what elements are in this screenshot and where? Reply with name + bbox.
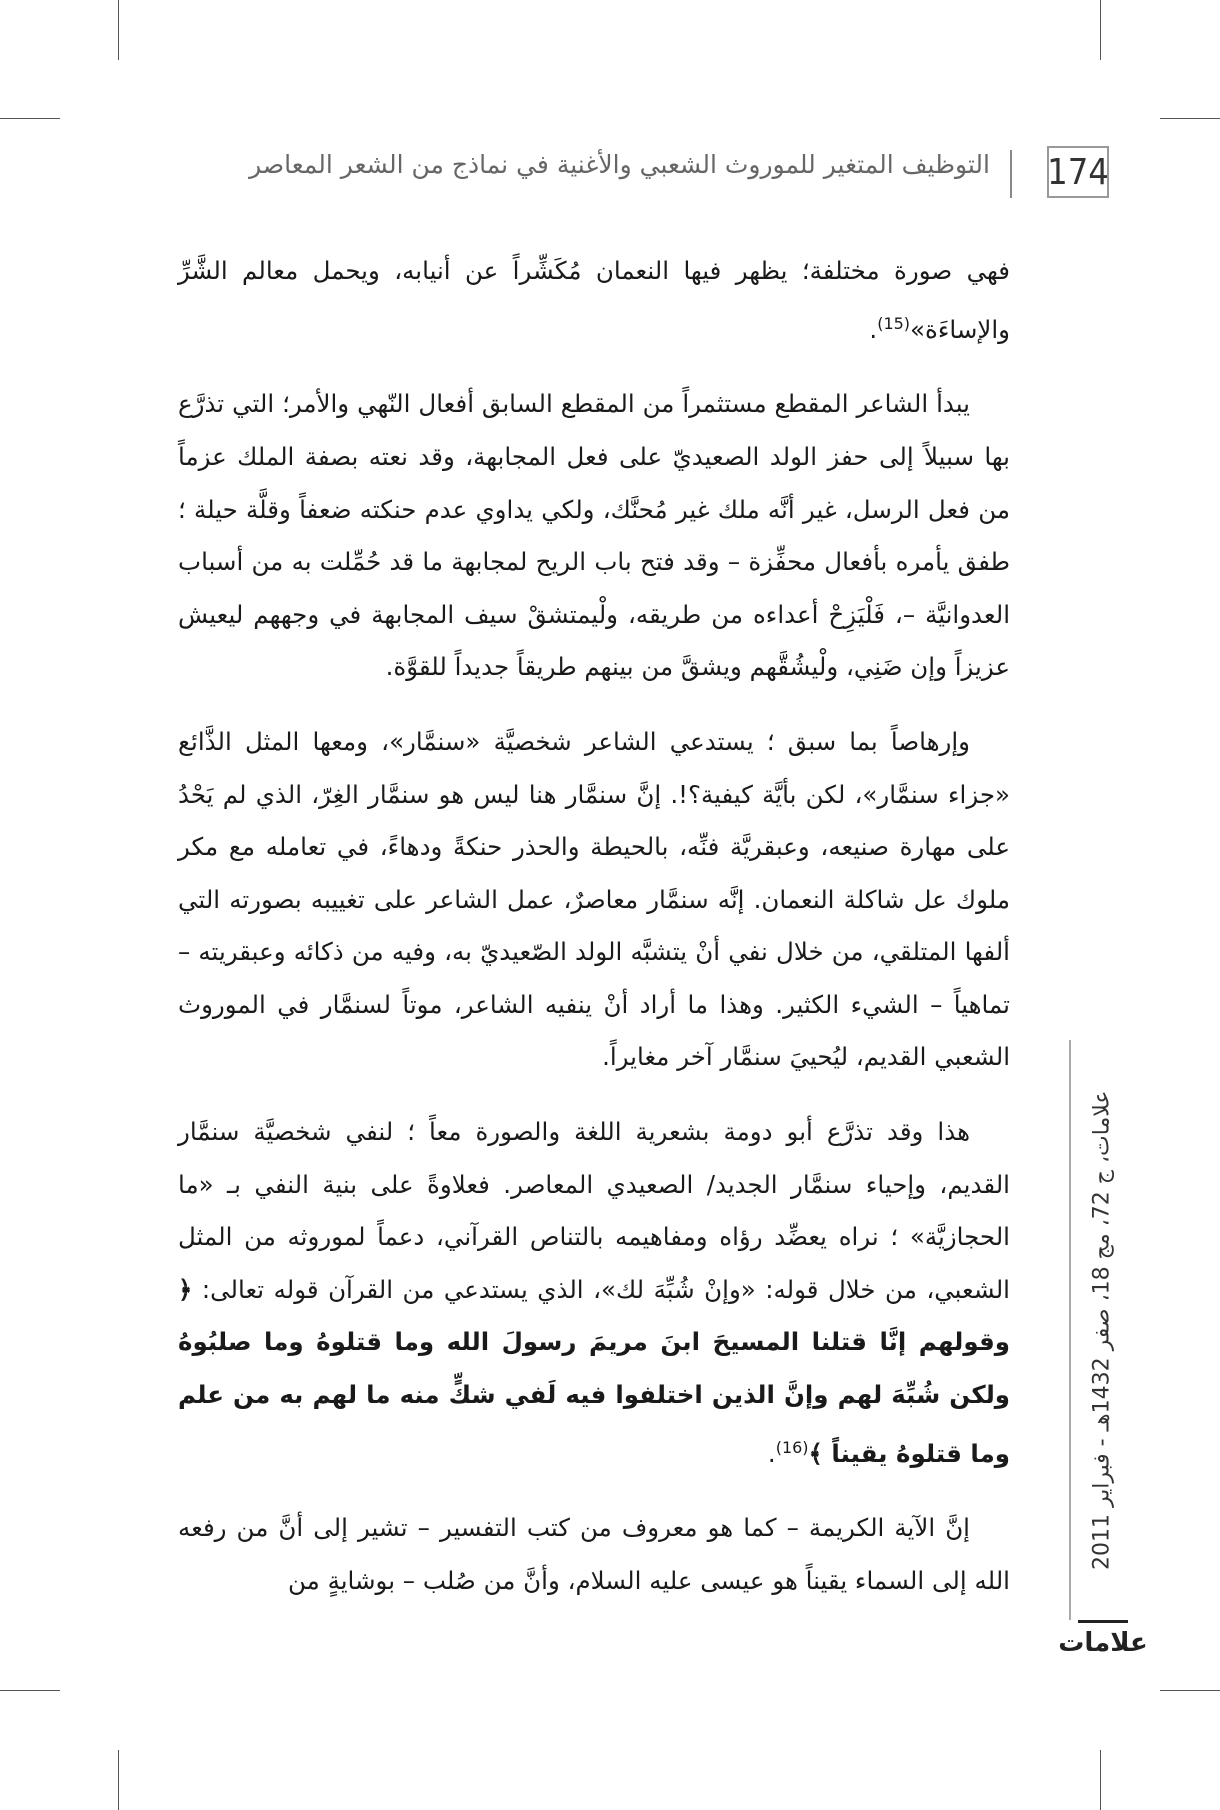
running-header: التوظيف المتغير للموروث الشعبي والأغنية في نماذج من الشعر المعاصر bbox=[249, 150, 990, 179]
paragraph: هذا وقد تذرَّع أبو دومة بشعرية اللغة والصورة معاً ؛ لنفي شخصيَّة سنمَّار القديم، وإحياء سنمَّار الجديد/ الصعيدي المعاصر. فعلاوةً على بنية النفي بـ «ما الحجازيَّة» ؛ نراه يعضِّد رؤاه ومفاهيمه بالتناص القرآني، دعماً لموروثه من المثل الشعبي، من خلال قوله: «وإنْ شُبِّهَ لك»، الذي يستدعي من القرآن قوله تعالى: ﴿ وقولهم إنَّا قتلنا المسيحَ ابنَ مريمَ رسولَ الله وما قتلوهُ وما صلبُوهُ ولكن شُبِّهَ لهم وإنَّ الذين اختلفوا فيه لَفي شكٍّ منه ما لهم به من علم وما قتلوهُ يقيناً ﴾$^{(16)}$. bbox=[178, 1117, 1010, 1468]
footnote-ref[interactable]: (15) bbox=[877, 313, 911, 333]
side-divider bbox=[1069, 1040, 1071, 1620]
footnote-ref[interactable]: (16) bbox=[775, 1437, 809, 1457]
paragraph: يبدأ الشاعر المقطع مستثمراً من المقطع السابق أفعال النّهي والأمر؛ التي تذرَّع بها سبيلاً إلى حفز الولد الصعيديّ على فعل المجابهة، وقد نعته بصفة الملك عزماً من فعل الرسل، غير أنَّه ملك غير مُحنَّك، ولكي يداوي عدم حنكته ضعفاً وقلَّة حيلة ؛ طفق يأمره بأفعال محفِّزة – وقد فتح باب الريح لمجابهة ما قد حُمِّلت به من أسباب العدوانيَّة –، فَلْيَزِحْ أعداءه من طريقه، ولْيمتشقْ سيف المجابهة في وجههم ليعيش عزيزاً وإن ضَنِي، ولْيشُقَّهم ويشقَّ من بينهم طريقاً جديداً للقوَّة. bbox=[178, 389, 1010, 682]
journal-logo: علامات bbox=[1078, 1620, 1128, 1663]
crop-mark bbox=[0, 118, 60, 119]
crop-mark bbox=[118, 1750, 119, 1810]
paragraph: إنَّ الآية الكريمة – كما هو معروف من كتب التفسير – تشير إلى أنَّ من رفعه الله إلى السماء يقيناً هو عيسى عليه السلام، وأنَّ من صُلب – بوشايةٍ من bbox=[178, 1513, 1010, 1595]
journal-citation: علامات، ج 72، مج 18، صفر 1432هـ - فبراير 2011 bbox=[1089, 1090, 1115, 1570]
paragraph: فهي صورة مختلفة؛ يظهر فيها النعمان مُكَشِّراً عن أنيابه، ويحمل معالم الشَّرِّ والإساءَة»$^{(15)}$. bbox=[178, 256, 1010, 344]
header-divider bbox=[1010, 150, 1012, 198]
crop-mark bbox=[1100, 1750, 1101, 1810]
page-number: 174 bbox=[1047, 146, 1109, 198]
crop-mark bbox=[1100, 0, 1101, 60]
quran-quote: ﴿ وقولهم إنَّا قتلنا المسيحَ ابنَ مريمَ رسولَ الله وما قتلوهُ وما صلبُوهُ ولكن شُبِّهَ لهم وإنَّ الذين اختلفوا فيه لَفي شكٍّ منه ما لهم به من علم وما قتلوهُ يقيناً ﴾ bbox=[178, 1274, 1010, 1468]
crop-mark bbox=[0, 1690, 60, 1691]
crop-mark bbox=[1160, 1690, 1220, 1691]
crop-mark bbox=[118, 0, 119, 60]
article-body bbox=[178, 245, 1010, 1630]
crop-mark bbox=[1160, 118, 1220, 119]
paragraph: وإرهاصاً بما سبق ؛ يستدعي الشاعر شخصيَّة «سنمَّار»، ومعها المثل الذَّائع «جزاء سنمَّار»، لكن بأيَّة كيفية؟!. إنَّ سنمَّار هنا ليس هو سنمَّار الغِرّ، الذي لم يَحْدُ على مهارة صنيعه، وعبقريَّة فنِّه، بالحيطة والحذر حنكةً ودهاءً، في تعامله مع مكر ملوك عل شاكلة النعمان. إنَّه سنمَّار معاصرٌ، عمل الشاعر على تغييبه بصورته التي ألفها المتلقي، من خلال نفي أنْ يتشبَّه الولد الصّعيديّ به، وفيه من ذكائه وعبقريته – تماهياً – الشيء الكثير. وهذا ما أراد أنْ ينفيه الشاعر، موتاً لسنمَّار في الموروث الشعبي القديم، ليُحييَ سنمَّار آخر مغايراً. bbox=[178, 726, 1010, 1072]
